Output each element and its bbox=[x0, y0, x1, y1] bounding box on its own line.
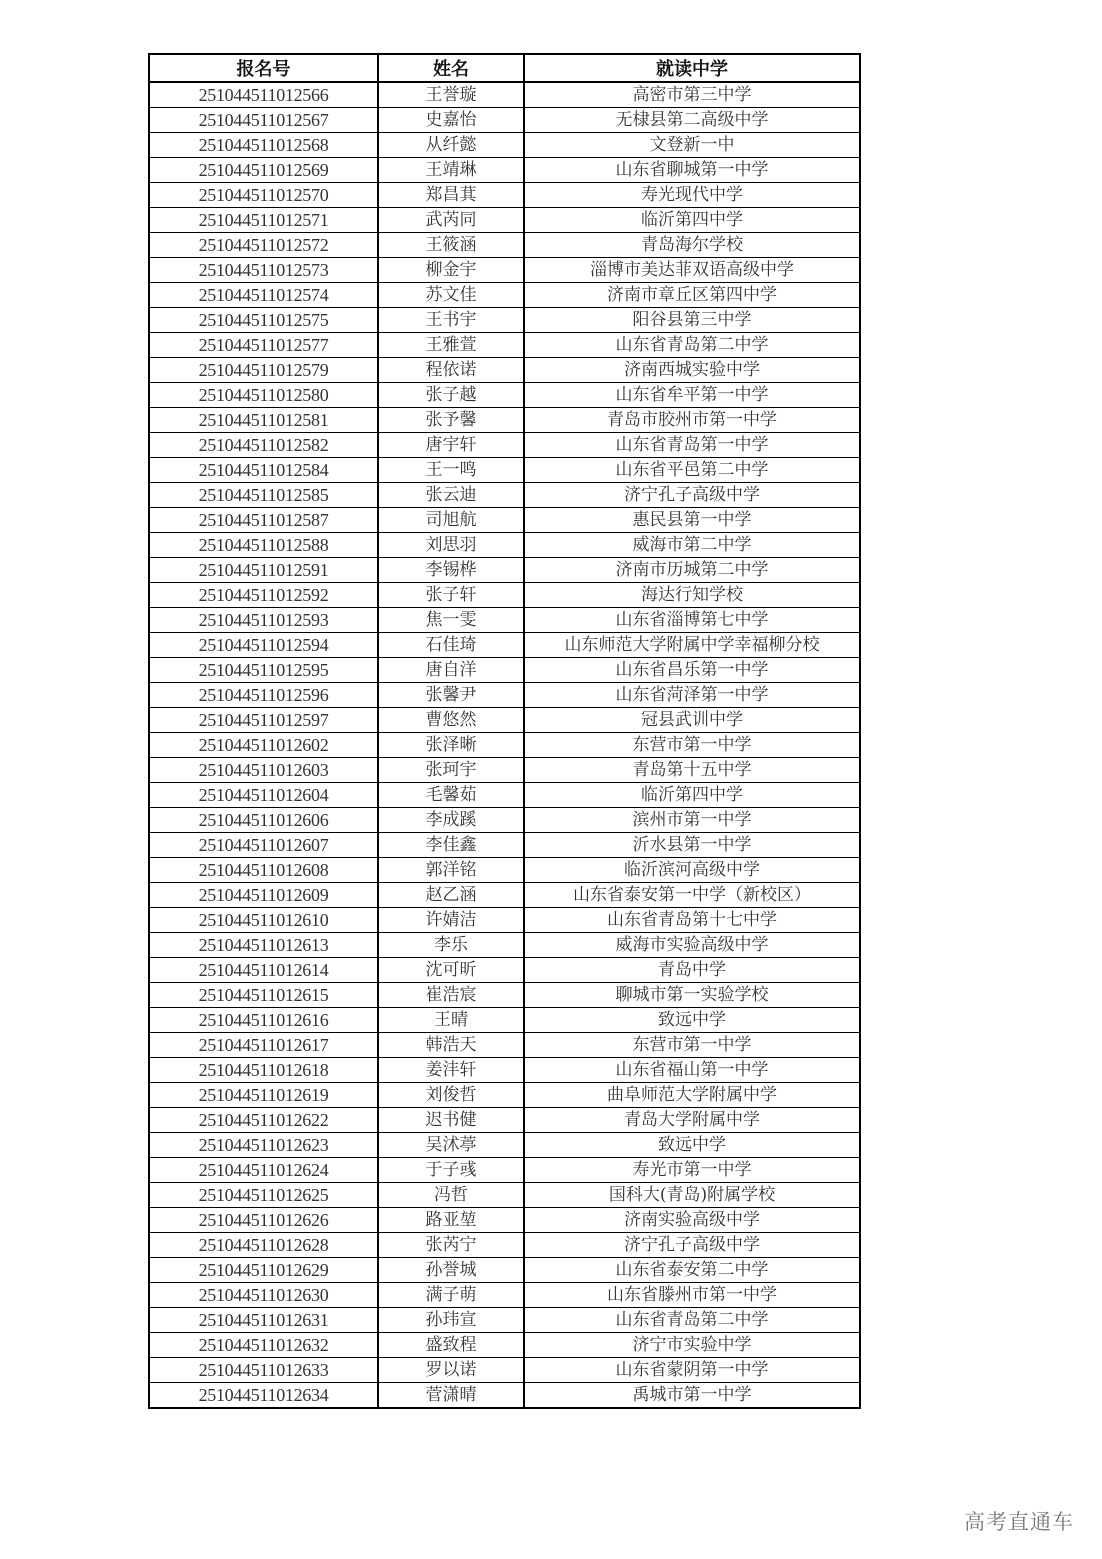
table-row bbox=[149, 333, 860, 358]
student-name-cell: 冯哲 bbox=[378, 1183, 524, 1208]
student-name-cell: 王晴 bbox=[378, 1008, 524, 1033]
table-row bbox=[149, 1083, 860, 1108]
student-name-cell: 于子彧 bbox=[378, 1158, 524, 1183]
student-name-cell: 焦一雯 bbox=[378, 608, 524, 633]
school-cell: 临沂滨河高级中学 bbox=[524, 858, 860, 883]
school-cell: 济宁市实验中学 bbox=[524, 1333, 860, 1358]
school-cell: 海达行知学校 bbox=[524, 583, 860, 608]
registration-number-cell: 251044511012602 bbox=[149, 733, 378, 758]
table-row bbox=[149, 683, 860, 708]
registration-number-cell: 251044511012604 bbox=[149, 783, 378, 808]
registration-number-cell: 251044511012568 bbox=[149, 133, 378, 158]
student-name-cell: 许婧洁 bbox=[378, 908, 524, 933]
table-row bbox=[149, 583, 860, 608]
school-cell: 济南西城实验中学 bbox=[524, 358, 860, 383]
student-name-cell: 罗以诺 bbox=[378, 1358, 524, 1383]
school-cell: 寿光市第一中学 bbox=[524, 1158, 860, 1183]
school-cell: 临沂第四中学 bbox=[524, 208, 860, 233]
registration-number-cell: 251044511012618 bbox=[149, 1058, 378, 1083]
school-cell: 淄博市美达菲双语高级中学 bbox=[524, 258, 860, 283]
registration-number-cell: 251044511012591 bbox=[149, 558, 378, 583]
registration-number-cell: 251044511012625 bbox=[149, 1183, 378, 1208]
student-name-cell: 盛致程 bbox=[378, 1333, 524, 1358]
school-cell: 无棣县第二高级中学 bbox=[524, 108, 860, 133]
school-cell: 青岛大学附属中学 bbox=[524, 1108, 860, 1133]
student-name-cell: 沈可昕 bbox=[378, 958, 524, 983]
school-cell: 山东省青岛第十七中学 bbox=[524, 908, 860, 933]
table-row bbox=[149, 458, 860, 483]
school-cell: 山东省昌乐第一中学 bbox=[524, 658, 860, 683]
school-cell: 致远中学 bbox=[524, 1008, 860, 1033]
table-row bbox=[149, 1233, 860, 1258]
student-name-cell: 柳金宇 bbox=[378, 258, 524, 283]
header-registration-number: 报名号 bbox=[149, 54, 378, 82]
school-cell: 东营市第一中学 bbox=[524, 733, 860, 758]
table-row bbox=[149, 958, 860, 983]
table-row bbox=[149, 833, 860, 858]
table-row bbox=[149, 258, 860, 283]
student-name-cell: 路亚堃 bbox=[378, 1208, 524, 1233]
school-cell: 山东省牟平第一中学 bbox=[524, 383, 860, 408]
registration-number-cell: 251044511012587 bbox=[149, 508, 378, 533]
table-row bbox=[149, 1283, 860, 1308]
registration-number-cell: 251044511012574 bbox=[149, 283, 378, 308]
table-row bbox=[149, 433, 860, 458]
registration-number-cell: 251044511012592 bbox=[149, 583, 378, 608]
student-name-cell: 郭洋铭 bbox=[378, 858, 524, 883]
registration-number-cell: 251044511012580 bbox=[149, 383, 378, 408]
table-row bbox=[149, 1183, 860, 1208]
student-name-cell: 史嘉怡 bbox=[378, 108, 524, 133]
student-name-cell: 石佳琦 bbox=[378, 633, 524, 658]
registration-number-cell: 251044511012573 bbox=[149, 258, 378, 283]
school-cell: 山东省滕州市第一中学 bbox=[524, 1283, 860, 1308]
student-name-cell: 李锡桦 bbox=[378, 558, 524, 583]
registration-number-cell: 251044511012614 bbox=[149, 958, 378, 983]
table-row bbox=[149, 608, 860, 633]
table-row bbox=[149, 733, 860, 758]
school-cell: 惠民县第一中学 bbox=[524, 508, 860, 533]
school-cell: 山东省菏泽第一中学 bbox=[524, 683, 860, 708]
registration-number-cell: 251044511012596 bbox=[149, 683, 378, 708]
school-cell: 致远中学 bbox=[524, 1133, 860, 1158]
student-name-cell: 郑昌萁 bbox=[378, 183, 524, 208]
school-cell: 青岛第十五中学 bbox=[524, 758, 860, 783]
table-row bbox=[149, 558, 860, 583]
registration-number-cell: 251044511012581 bbox=[149, 408, 378, 433]
school-cell: 济宁孔子高级中学 bbox=[524, 483, 860, 508]
table-row bbox=[149, 858, 860, 883]
school-cell: 青岛海尔学校 bbox=[524, 233, 860, 258]
student-name-cell: 张馨尹 bbox=[378, 683, 524, 708]
school-cell: 沂水县第一中学 bbox=[524, 833, 860, 858]
watermark: 高考直通车 bbox=[964, 1510, 1074, 1534]
table-row bbox=[149, 1208, 860, 1233]
registration-number-cell: 251044511012615 bbox=[149, 983, 378, 1008]
table-row bbox=[149, 308, 860, 333]
student-name-cell: 张泽晰 bbox=[378, 733, 524, 758]
student-name-cell: 王一鸣 bbox=[378, 458, 524, 483]
table-row bbox=[149, 1008, 860, 1033]
table-row bbox=[149, 82, 860, 108]
student-name-cell: 张芮宁 bbox=[378, 1233, 524, 1258]
student-name-cell: 李佳鑫 bbox=[378, 833, 524, 858]
registration-number-cell: 251044511012593 bbox=[149, 608, 378, 633]
table-row bbox=[149, 758, 860, 783]
registration-number-cell: 251044511012632 bbox=[149, 1333, 378, 1358]
student-name-cell: 崔浩宸 bbox=[378, 983, 524, 1008]
table-row bbox=[149, 283, 860, 308]
student-name-cell: 毛馨茹 bbox=[378, 783, 524, 808]
school-cell: 青岛中学 bbox=[524, 958, 860, 983]
registration-number-cell: 251044511012566 bbox=[149, 82, 378, 108]
registration-number-cell: 251044511012630 bbox=[149, 1283, 378, 1308]
table-row bbox=[149, 1308, 860, 1333]
registration-number-cell: 251044511012609 bbox=[149, 883, 378, 908]
registration-number-cell: 251044511012570 bbox=[149, 183, 378, 208]
registration-number-cell: 251044511012577 bbox=[149, 333, 378, 358]
table-row bbox=[149, 658, 860, 683]
student-name-cell: 曹悠然 bbox=[378, 708, 524, 733]
school-cell: 滨州市第一中学 bbox=[524, 808, 860, 833]
registration-number-cell: 251044511012607 bbox=[149, 833, 378, 858]
table-body bbox=[149, 82, 860, 1408]
school-cell: 阳谷县第三中学 bbox=[524, 308, 860, 333]
registration-number-cell: 251044511012603 bbox=[149, 758, 378, 783]
registration-number-cell: 251044511012631 bbox=[149, 1308, 378, 1333]
registration-number-cell: 251044511012585 bbox=[149, 483, 378, 508]
school-cell: 山东省泰安第一中学（新校区） bbox=[524, 883, 860, 908]
header-school: 就读中学 bbox=[524, 54, 860, 82]
table-row bbox=[149, 533, 860, 558]
student-name-cell: 张子轩 bbox=[378, 583, 524, 608]
table-row bbox=[149, 183, 860, 208]
registration-number-cell: 251044511012617 bbox=[149, 1033, 378, 1058]
table-row bbox=[149, 708, 860, 733]
school-cell: 威海市实验高级中学 bbox=[524, 933, 860, 958]
table-row bbox=[149, 1258, 860, 1283]
student-name-cell: 李成蹊 bbox=[378, 808, 524, 833]
school-cell: 山东省福山第一中学 bbox=[524, 1058, 860, 1083]
school-cell: 高密市第三中学 bbox=[524, 82, 860, 108]
table-row bbox=[149, 1383, 860, 1409]
school-cell: 威海市第二中学 bbox=[524, 533, 860, 558]
school-cell: 山东省青岛第一中学 bbox=[524, 433, 860, 458]
school-cell: 青岛市胶州市第一中学 bbox=[524, 408, 860, 433]
table-row bbox=[149, 908, 860, 933]
school-cell: 济南实验高级中学 bbox=[524, 1208, 860, 1233]
registration-number-cell: 251044511012584 bbox=[149, 458, 378, 483]
registration-number-cell: 251044511012567 bbox=[149, 108, 378, 133]
student-name-cell: 从纤懿 bbox=[378, 133, 524, 158]
student-name-cell: 唐宇轩 bbox=[378, 433, 524, 458]
table-row bbox=[149, 1158, 860, 1183]
registration-number-cell: 251044511012633 bbox=[149, 1358, 378, 1383]
student-name-cell: 张珂宇 bbox=[378, 758, 524, 783]
registration-number-cell: 251044511012628 bbox=[149, 1233, 378, 1258]
table-row bbox=[149, 383, 860, 408]
student-name-cell: 刘俊哲 bbox=[378, 1083, 524, 1108]
table-row bbox=[149, 1033, 860, 1058]
student-name-cell: 张子越 bbox=[378, 383, 524, 408]
school-cell: 济南市章丘区第四中学 bbox=[524, 283, 860, 308]
table-row bbox=[149, 983, 860, 1008]
student-name-cell: 张予馨 bbox=[378, 408, 524, 433]
student-name-cell: 张云迪 bbox=[378, 483, 524, 508]
student-name-cell: 满子萌 bbox=[378, 1283, 524, 1308]
table-row bbox=[149, 208, 860, 233]
student-name-cell: 赵乙涵 bbox=[378, 883, 524, 908]
header-name: 姓名 bbox=[378, 54, 524, 82]
table-row bbox=[149, 1333, 860, 1358]
student-name-cell: 孙誉城 bbox=[378, 1258, 524, 1283]
student-name-cell: 吴沭葶 bbox=[378, 1133, 524, 1158]
student-name-cell: 程依诺 bbox=[378, 358, 524, 383]
registration-number-cell: 251044511012606 bbox=[149, 808, 378, 833]
school-cell: 山东省青岛第二中学 bbox=[524, 1308, 860, 1333]
table-row bbox=[149, 1058, 860, 1083]
student-name-cell: 王靖琳 bbox=[378, 158, 524, 183]
registration-number-cell: 251044511012624 bbox=[149, 1158, 378, 1183]
table-row bbox=[149, 883, 860, 908]
table-row bbox=[149, 108, 860, 133]
student-name-cell: 唐自洋 bbox=[378, 658, 524, 683]
registration-number-cell: 251044511012597 bbox=[149, 708, 378, 733]
student-name-cell: 韩浩天 bbox=[378, 1033, 524, 1058]
school-cell: 聊城市第一实验学校 bbox=[524, 983, 860, 1008]
student-name-cell: 王雅萱 bbox=[378, 333, 524, 358]
student-name-cell: 孙玮宣 bbox=[378, 1308, 524, 1333]
registration-number-cell: 251044511012594 bbox=[149, 633, 378, 658]
table-row bbox=[149, 158, 860, 183]
registration-number-cell: 251044511012608 bbox=[149, 858, 378, 883]
student-name-cell: 司旭航 bbox=[378, 508, 524, 533]
student-name-cell: 姜沣轩 bbox=[378, 1058, 524, 1083]
table-row bbox=[149, 233, 860, 258]
registration-number-cell: 251044511012575 bbox=[149, 308, 378, 333]
school-cell: 曲阜师范大学附属中学 bbox=[524, 1083, 860, 1108]
registration-number-cell: 251044511012579 bbox=[149, 358, 378, 383]
table-row bbox=[149, 1358, 860, 1383]
registration-number-cell: 251044511012622 bbox=[149, 1108, 378, 1133]
table-row bbox=[149, 408, 860, 433]
registration-number-cell: 251044511012572 bbox=[149, 233, 378, 258]
registration-number-cell: 251044511012616 bbox=[149, 1008, 378, 1033]
registration-number-cell: 251044511012571 bbox=[149, 208, 378, 233]
table-row bbox=[149, 933, 860, 958]
table-row bbox=[149, 133, 860, 158]
school-cell: 禹城市第一中学 bbox=[524, 1383, 860, 1409]
table-row bbox=[149, 1108, 860, 1133]
registration-number-cell: 251044511012595 bbox=[149, 658, 378, 683]
table-row bbox=[149, 358, 860, 383]
student-name-cell: 迟书健 bbox=[378, 1108, 524, 1133]
school-cell: 山东省泰安第二中学 bbox=[524, 1258, 860, 1283]
school-cell: 山东省淄博第七中学 bbox=[524, 608, 860, 633]
registration-number-cell: 251044511012634 bbox=[149, 1383, 378, 1409]
school-cell: 山东师范大学附属中学幸福柳分校 bbox=[524, 633, 860, 658]
registration-number-cell: 251044511012569 bbox=[149, 158, 378, 183]
school-cell: 山东省蒙阴第一中学 bbox=[524, 1358, 860, 1383]
student-name-cell: 刘思羽 bbox=[378, 533, 524, 558]
registration-number-cell: 251044511012626 bbox=[149, 1208, 378, 1233]
registration-number-cell: 251044511012629 bbox=[149, 1258, 378, 1283]
school-cell: 国科大(青岛)附属学校 bbox=[524, 1183, 860, 1208]
registration-number-cell: 251044511012610 bbox=[149, 908, 378, 933]
table-row bbox=[149, 1133, 860, 1158]
table-row bbox=[149, 783, 860, 808]
student-name-cell: 菅潇晴 bbox=[378, 1383, 524, 1409]
student-name-cell: 王誉璇 bbox=[378, 82, 524, 108]
school-cell: 山东省平邑第二中学 bbox=[524, 458, 860, 483]
school-cell: 临沂第四中学 bbox=[524, 783, 860, 808]
school-cell: 济宁孔子高级中学 bbox=[524, 1233, 860, 1258]
student-name-cell: 王书宇 bbox=[378, 308, 524, 333]
registration-number-cell: 251044511012613 bbox=[149, 933, 378, 958]
registration-number-cell: 251044511012588 bbox=[149, 533, 378, 558]
school-cell: 东营市第一中学 bbox=[524, 1033, 860, 1058]
header-row bbox=[149, 54, 860, 82]
admission-roster-table bbox=[148, 53, 861, 1409]
student-name-cell: 李乐 bbox=[378, 933, 524, 958]
table-row bbox=[149, 508, 860, 533]
registration-number-cell: 251044511012623 bbox=[149, 1133, 378, 1158]
student-name-cell: 王筱涵 bbox=[378, 233, 524, 258]
table-row bbox=[149, 483, 860, 508]
registration-number-cell: 251044511012619 bbox=[149, 1083, 378, 1108]
school-cell: 山东省聊城第一中学 bbox=[524, 158, 860, 183]
registration-number-cell: 251044511012582 bbox=[149, 433, 378, 458]
school-cell: 山东省青岛第二中学 bbox=[524, 333, 860, 358]
school-cell: 济南市历城第二中学 bbox=[524, 558, 860, 583]
table-row bbox=[149, 633, 860, 658]
table-row bbox=[149, 808, 860, 833]
student-name-cell: 武芮同 bbox=[378, 208, 524, 233]
school-cell: 寿光现代中学 bbox=[524, 183, 860, 208]
school-cell: 文登新一中 bbox=[524, 133, 860, 158]
school-cell: 冠县武训中学 bbox=[524, 708, 860, 733]
student-name-cell: 苏文佳 bbox=[378, 283, 524, 308]
